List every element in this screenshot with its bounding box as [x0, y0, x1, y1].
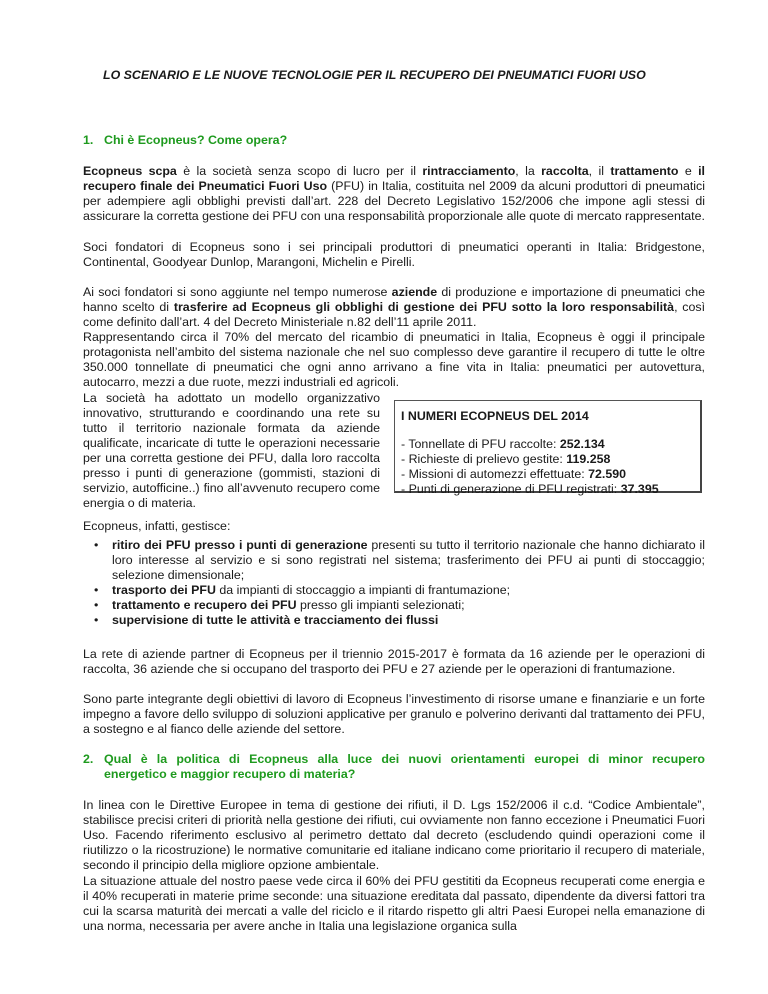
stats-label: - Richieste di prelievo gestite: — [401, 452, 567, 466]
list-item — [83, 583, 705, 598]
stats-label: - Punti di generazione di PFU registrati: — [401, 482, 621, 496]
text: , il — [588, 164, 611, 178]
bold-text: Ecopneus scpa — [83, 164, 177, 178]
bold-text: il recupero finale dei Pneumatici Fuori Uso — [83, 164, 705, 193]
stats-box-2014 — [394, 400, 702, 496]
bold-text: rintracciamento — [422, 164, 516, 178]
bold-text: ritiro dei PFU presso i punti di generazione — [112, 538, 368, 552]
list-item — [83, 598, 705, 613]
bold-text: supervisione di tutte le attività e tracciamento dei flussi — [112, 613, 439, 627]
stats-value: 72.590 — [588, 467, 626, 481]
text: Ai soci fondatori si sono aggiunte nel tempo numerose — [83, 285, 392, 299]
section-1-paragraph-7: La rete di aziende partner di Ecopneus per il triennio 2015-2017 è formata da 16 aziende per le operazioni di raccolta, 36 aziende che si occupano del trasporto dei PFU e 27 aziende per le operazioni di frantumazione. — [83, 647, 705, 676]
bullet-icon: • — [94, 613, 99, 627]
section-2-heading — [83, 752, 705, 782]
stats-box-title: I NUMERI ECOPNEUS DEL 2014 — [401, 409, 589, 423]
bold-text: trattamento — [610, 164, 679, 178]
stats-value: 252.134 — [559, 437, 605, 451]
section-1-paragraph-6: Ecopneus, infatti, gestisce: — [83, 519, 231, 533]
section-1-number: 1. — [83, 133, 94, 147]
text: è la società senza scopo di lucro per il — [176, 164, 423, 178]
text: e — [678, 164, 699, 178]
stats-row-tonnellate — [401, 437, 700, 452]
section-1-heading-text: Chi è Ecopneus? Come opera? — [104, 133, 288, 147]
text: di produzione e importazione di pneumatici che hanno scelto di — [83, 285, 705, 314]
activities-list — [83, 538, 705, 628]
list-item — [83, 538, 705, 583]
section-1-heading — [83, 133, 705, 148]
stats-row-missioni — [401, 467, 700, 482]
text: presenti su tutto il territorio nazionale che hanno dichiarato il loro interesse al servizio e si sono registrati nel sistema; trasferimento dei PFU ai punti di stoccaggio; selezione dimensionale; — [112, 538, 705, 582]
text: , così come definito dall’art. 4 del Decreto Ministeriale n.82 dell’11 aprile 2011. — [83, 300, 706, 329]
text: da impianti di stoccaggio a impianti di frantumazione; — [215, 583, 511, 597]
section-2-paragraph-1: In linea con le Direttive Europee in tema di gestione dei rifiuti, il D. Lgs 152/2006 il c.d. “Codice Ambientale”, stabilisce precisi criteri di priorità nella gestione dei rifiuti, cui ovviamente non fanno eccezione i Pneumatici Fuori Uso. Facendo riferimento esclusivo al perimetro dettato dal decreto (escludendo quindi operazioni come il riutilizzo o la ricostruzione) le normative comunitarie ed italiane indicano come prioritario il recupero di materiale, secondo il principio della migliore opzione ambientale. — [83, 798, 705, 872]
bold-text: trasporto dei PFU — [112, 583, 216, 597]
bullet-icon: • — [94, 583, 99, 597]
section-1-paragraph-8: Sono parte integrante degli obiettivi di lavoro di Ecopneus l’investimento di risorse umane e finanziarie e un forte impegno a favore dello sviluppo di soluzioni applicative per granulo e polverino derivanti dal trattamento dei PFU, a sostegno e al fianco delle aziende del settore. — [83, 692, 705, 736]
section-2-paragraph-2: La situazione attuale del nostro paese vede circa il 60% dei PFU gestititi da Ecopneus recuperati come energia e il 40% recuperati in materie prime seconde: una situazione ereditata dal passato, dipendente da diversi fattori tra cui la scarsa maturità dei mercati a valle del riciclo e il ritardo rispetto gli altri Paesi Europei nella emanazione di una norma, necessaria per avere anche in Italia una legislazione organica sulla — [83, 874, 705, 933]
stats-row-richieste — [401, 452, 700, 467]
text: (PFU) in Italia, costituita nel 2009 da alcuni produttori di pneumatici per adempiere agli obblighi previsti dall’art. 228 del Decreto Legislativo 152/2006 che impone agli stessi di assicurare la corretta gestione dei PFU con una responsabilità proporzionale alle quote di mercato rappresentate. — [83, 179, 705, 223]
section-1-paragraph-3 — [83, 285, 705, 330]
section-2-number: 2. — [83, 752, 94, 766]
text: presso gli impianti selezionati; — [296, 598, 465, 612]
stats-label: - Tonnellate di PFU raccolte: — [401, 437, 560, 451]
bullet-icon: • — [94, 598, 99, 612]
text: , la — [515, 164, 542, 178]
section-1-paragraph-4: Rappresentando circa il 70% del mercato del ricambio di pneumatici in Italia, Ecopneus è oggi il principale protagonista nell’ambito del sistema nazionale che nel suo complesso deve garantire il recupero di tutte le oltre 350.000 tonnellate di pneumatici che ogni anno arrivano a fine vita in Italia: pneumatici per autovettura, autocarro, mezzi a due ruote, mezzi industriali ed agricoli. — [83, 330, 705, 389]
stats-value: 119.258 — [566, 452, 611, 466]
section-1-paragraph-2: Soci fondatori di Ecopneus sono i sei principali produttori di pneumatici operanti in Italia: Bridgestone, Continental, Goodyear Dunlop, Marangoni, Michelin e Pirelli. — [83, 240, 705, 269]
bullet-icon: • — [94, 538, 99, 552]
bold-text: trattamento e recupero dei PFU — [112, 598, 297, 612]
document-title: LO SCENARIO E LE NUOVE TECNOLOGIE PER IL RECUPERO DEI PNEUMATICI FUORI USO — [103, 68, 646, 82]
bold-text: raccolta — [541, 164, 589, 178]
bold-text: aziende — [391, 285, 438, 299]
section-2-heading-line-2: energetico e maggior recupero di materia? — [104, 767, 356, 781]
stats-row-punti — [401, 482, 700, 497]
section-1-paragraph-5: La società ha adottato un modello organizzativo innovativo, strutturando e coordinando una rete su tutto il territorio nazionale formata da aziende qualificate, incaricate di tutte le operazioni necessarie per una corretta gestione dei PFU, dalla loro raccolta presso i punti di generazione (gommisti, stazioni di servizio, autofficine..) fino all’avvenuto recupero come energia o di materia. — [83, 391, 380, 510]
bold-text: trasferire ad Ecopneus gli obblighi di gestione dei PFU sotto la loro responsabilità — [173, 300, 675, 314]
stats-label: - Missioni di automezzi effettuate: — [401, 467, 589, 481]
section-1-paragraph-1 — [83, 164, 705, 224]
list-item — [83, 613, 705, 628]
section-2-heading-line-1: Qual è la politica di Ecopneus alla luce dei nuovi orientamenti europei di minor recupero — [104, 752, 705, 766]
stats-value: 37.395 — [620, 482, 659, 496]
